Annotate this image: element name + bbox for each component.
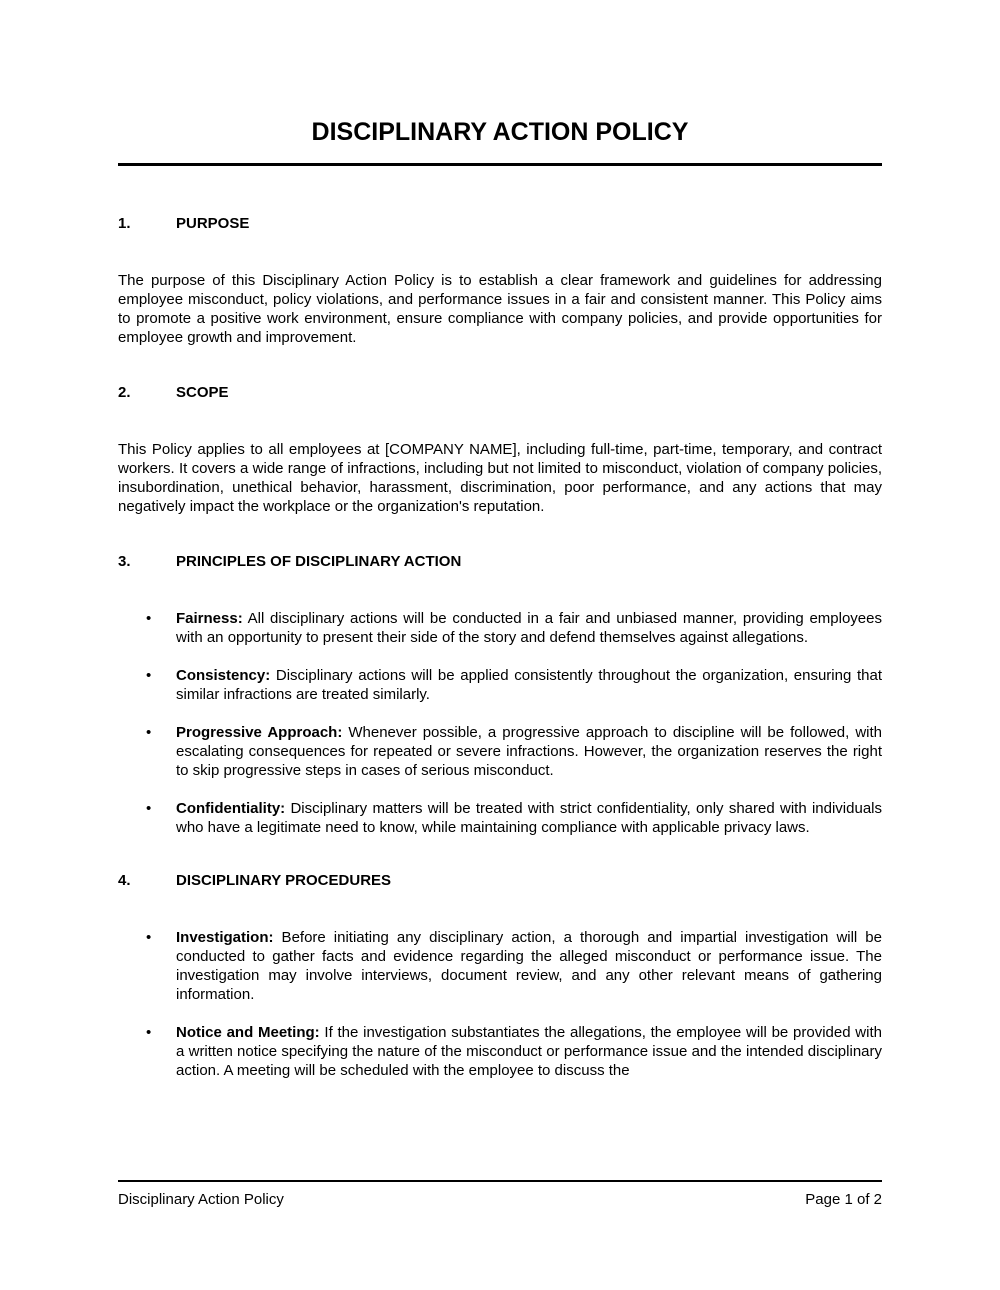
footer-document-name: Disciplinary Action Policy bbox=[118, 1191, 284, 1208]
list-item bbox=[118, 1023, 882, 1080]
section-number: 2. bbox=[118, 384, 131, 401]
bullet-icon: • bbox=[146, 610, 152, 627]
page-number: Page 1 of 2 bbox=[805, 1191, 882, 1208]
list-item-term: Notice and Meeting: bbox=[176, 1024, 320, 1041]
list-item-term: Fairness: bbox=[176, 610, 243, 627]
list-item-text: Disciplinary matters will be treated with strict confidentiality, only shared with individuals who have a legitimate need to know, while maintaining compliance with applicable privacy laws. bbox=[176, 800, 882, 836]
list-item bbox=[118, 928, 882, 1004]
principles-list bbox=[118, 609, 882, 837]
section-title: PRINCIPLES OF DISCIPLINARY ACTION bbox=[176, 553, 462, 570]
section-number: 1. bbox=[118, 215, 131, 232]
section-title: PURPOSE bbox=[176, 215, 250, 232]
list-item bbox=[118, 799, 882, 837]
list-item bbox=[118, 609, 882, 647]
bullet-icon: • bbox=[146, 724, 152, 741]
bullet-icon: • bbox=[146, 800, 152, 817]
list-item-text: Whenever possible, a progressive approach to discipline will be followed, with escalating consequences for repeated or severe infractions. However, the organization reserves the right to skip progressive steps in cases of serious misconduct. bbox=[176, 724, 883, 779]
list-item bbox=[118, 723, 882, 780]
list-item-term: Investigation: bbox=[176, 929, 274, 946]
title-divider bbox=[118, 163, 882, 166]
scope-paragraph: This Policy applies to all employees at [COMPANY NAME], including full-time, part-time, temporary, and contract workers. It covers a wide range of infractions, including but not limited to misconduct, violation of company policies, insubordination, unethical behavior, harassment, discrimination, poor performance, and any actions that may negatively impact the workplace or the organization's reputation. bbox=[118, 441, 882, 515]
list-item bbox=[118, 666, 882, 704]
section-heading-procedures bbox=[118, 871, 882, 890]
list-item-text: If the investigation substantiates the allegations, the employee will be provided with a written notice specifying the nature of the misconduct or performance issue and the intended disciplinary action. A meeting will be scheduled with the employee to discuss the bbox=[176, 1024, 882, 1079]
footer-divider bbox=[118, 1180, 882, 1182]
document-title: DISCIPLINARY ACTION POLICY bbox=[311, 118, 689, 146]
list-item-term: Consistency: bbox=[176, 667, 271, 684]
section-title: DISCIPLINARY PROCEDURES bbox=[176, 872, 392, 889]
section-heading-principles bbox=[118, 552, 882, 571]
list-item-term: Progressive Approach: bbox=[176, 724, 343, 741]
section-number: 3. bbox=[118, 553, 131, 570]
bullet-icon: • bbox=[146, 929, 152, 946]
page-footer bbox=[118, 1190, 882, 1209]
list-item-text: All disciplinary actions will be conducted in a fair and unbiased manner, providing employees with an opportunity to present their side of the story and defend themselves against allegations. bbox=[176, 610, 882, 646]
document-body bbox=[118, 214, 882, 1114]
bullet-icon: • bbox=[146, 1024, 152, 1041]
section-heading-scope bbox=[118, 383, 882, 402]
procedures-list bbox=[118, 928, 882, 1080]
bullet-icon: • bbox=[146, 667, 152, 684]
section-title: SCOPE bbox=[176, 384, 229, 401]
section-number: 4. bbox=[118, 872, 131, 889]
list-item-text: Before initiating any disciplinary action, a thorough and impartial investigation will be conducted to gather facts and evidence regarding the alleged misconduct or performance issue. The investigation may involve interviews, document review, and any other relevant means of gathering information. bbox=[176, 929, 882, 1003]
list-item-term: Confidentiality: bbox=[176, 800, 286, 817]
list-item-text: Disciplinary actions will be applied consistently throughout the organization, ensuring that similar infractions are treated similarly. bbox=[176, 667, 882, 703]
purpose-paragraph: The purpose of this Disciplinary Action Policy is to establish a clear framework and guidelines for addressing employee misconduct, policy violations, and performance issues in a fair and consistent manner. This Policy aims to promote a positive work environment, ensure compliance with company policies, and provide opportunities for employee growth and improvement. bbox=[118, 272, 882, 346]
section-heading-purpose bbox=[118, 214, 882, 233]
